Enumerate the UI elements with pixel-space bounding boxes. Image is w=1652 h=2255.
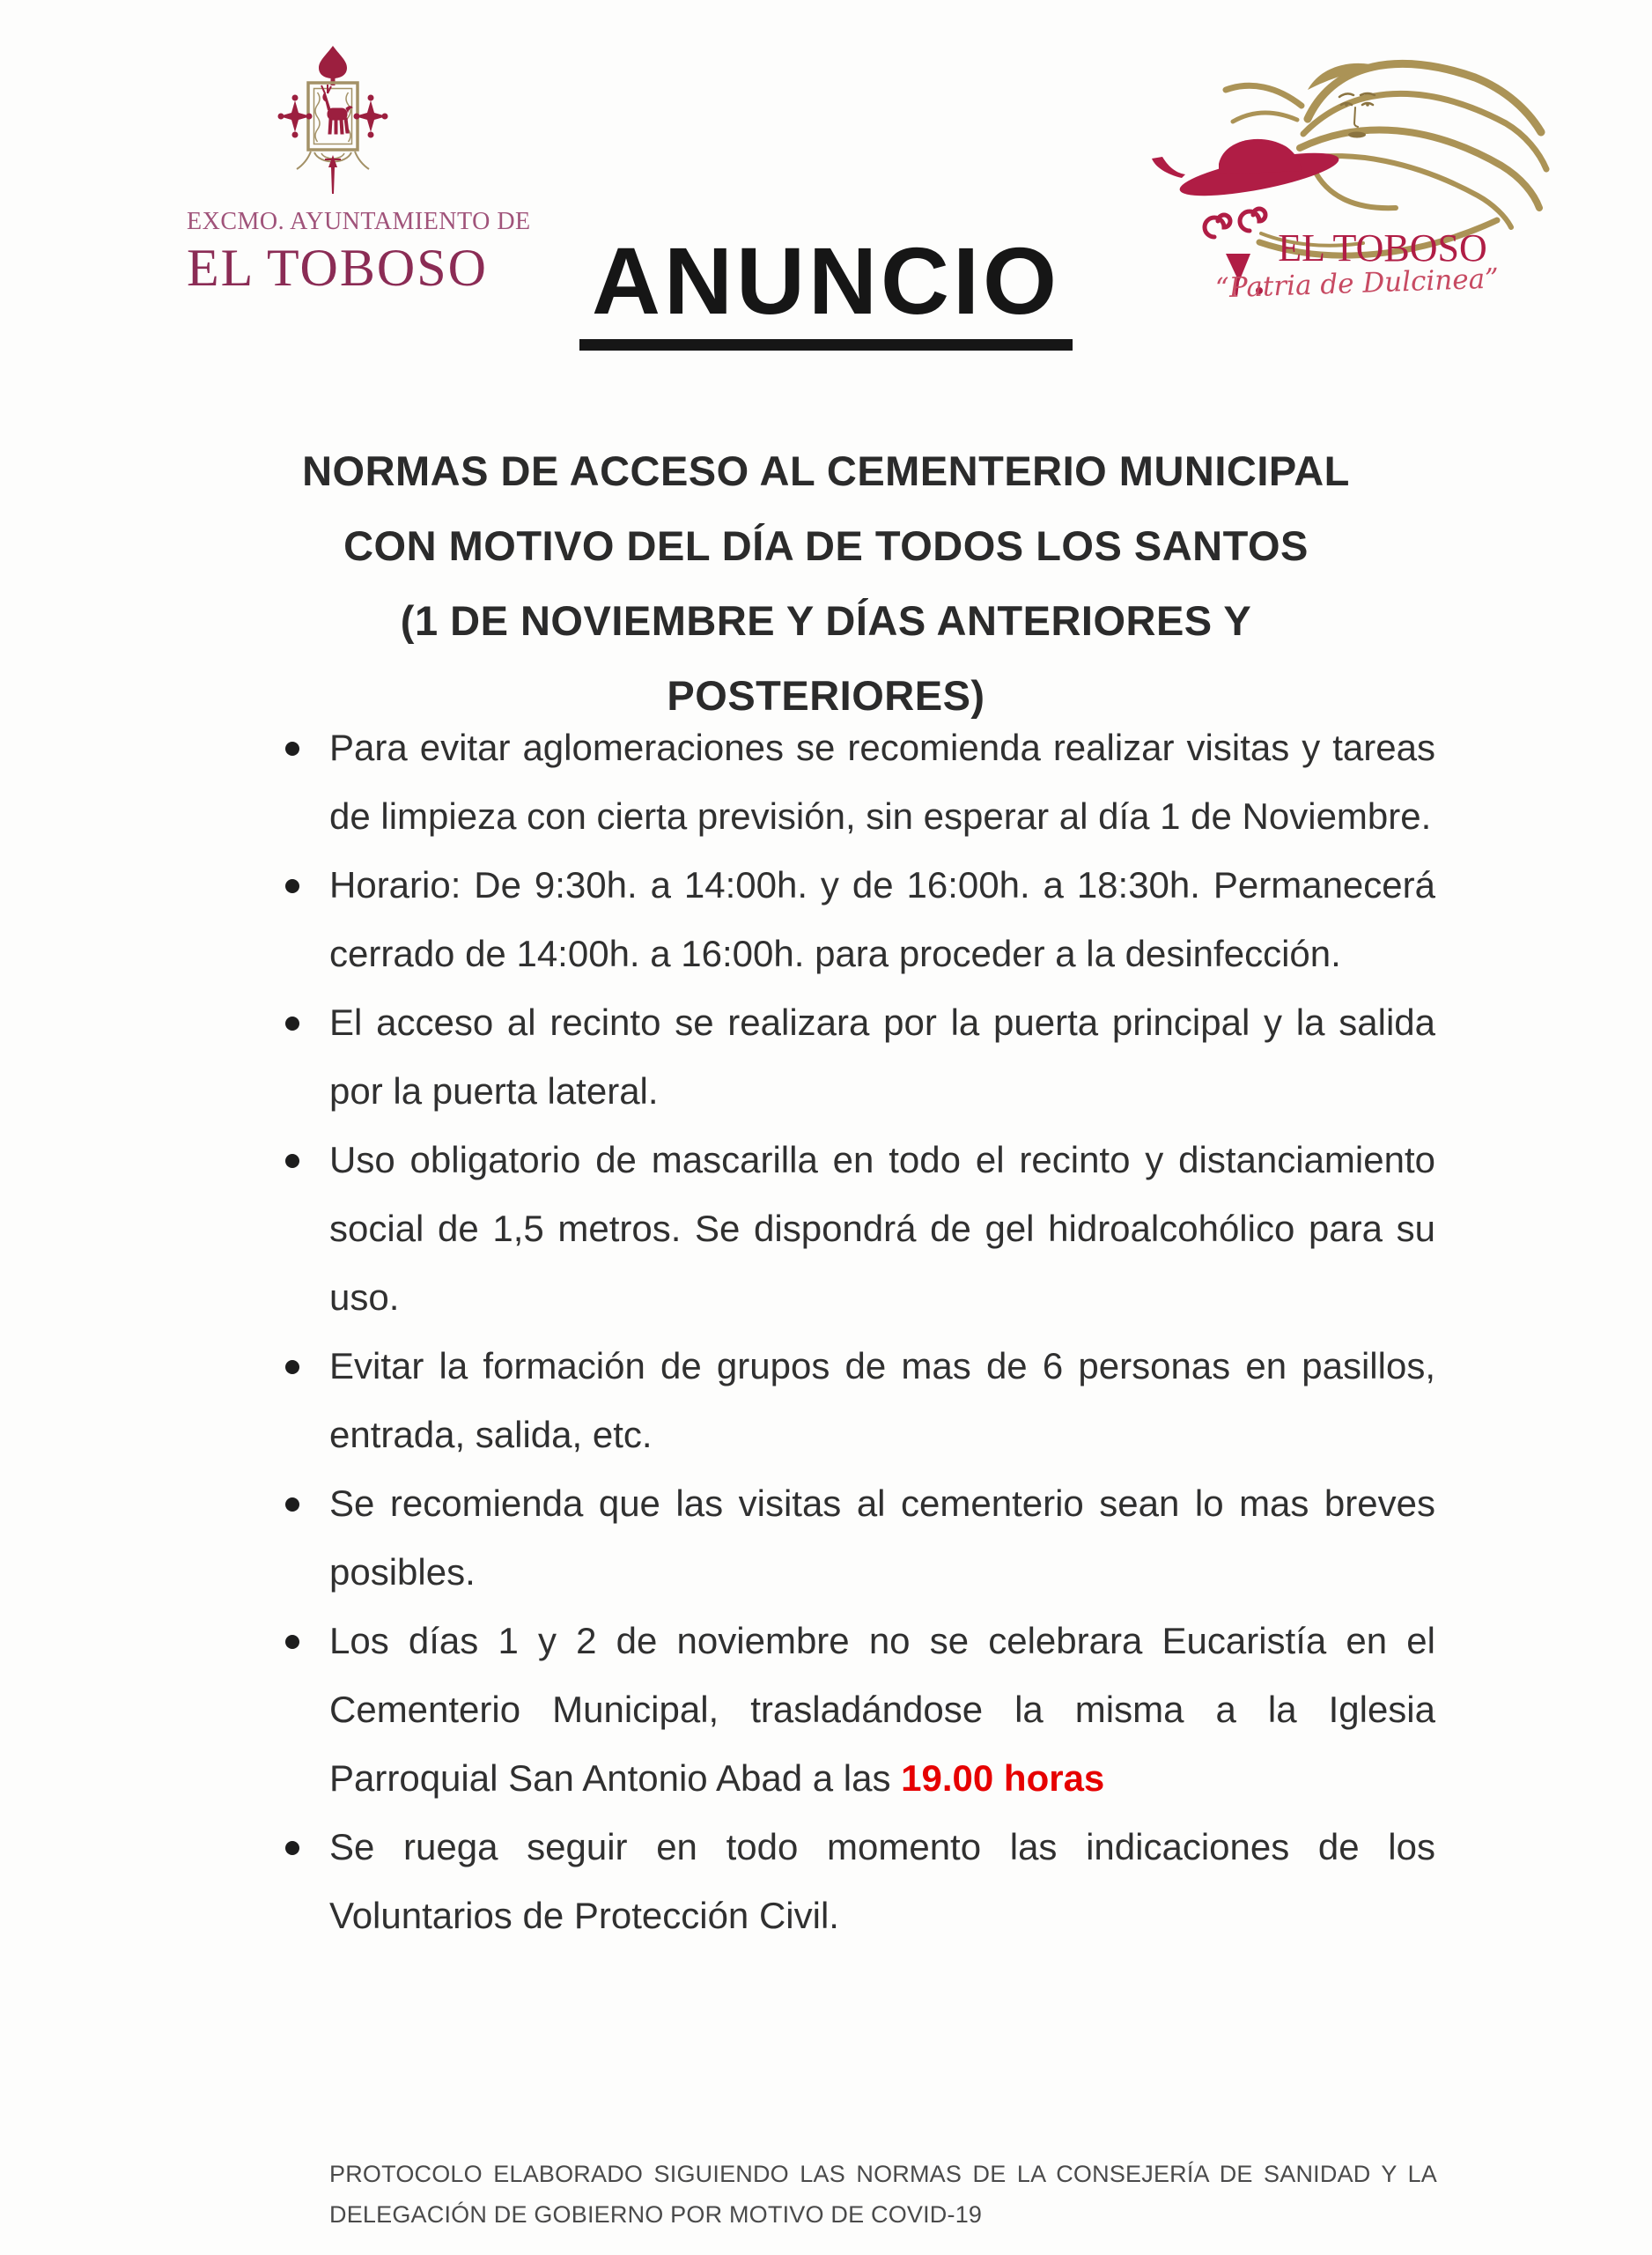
rule-item	[282, 1469, 1435, 1607]
dulcinea-logo	[1127, 35, 1603, 308]
bullet-highlight: 19.00 horas	[901, 1757, 1105, 1799]
ayuntamiento-name-large: EL TOBOSO	[187, 239, 488, 297]
hat-icon	[1152, 139, 1342, 204]
dulcinea-logo-tagline: “Patria de Dulcinea”	[1214, 262, 1500, 305]
rule-item	[282, 1126, 1435, 1332]
bullet-text: Se recomienda que las visitas al cementerio sean lo mas breves posibles.	[329, 1482, 1435, 1593]
subtitle-line-3: (1 DE NOVIEMBRE Y DÍAS ANTERIORES Y POSTERIORES)	[400, 597, 1252, 719]
ayuntamiento-name-small: EXCMO. AYUNTAMIENTO DE	[187, 208, 531, 235]
rule-item	[282, 851, 1435, 988]
dulcinea-logo-name: EL TOBOSO	[1278, 226, 1487, 270]
ayuntamiento-crest-icon	[276, 44, 390, 196]
subtitle-line-1: NORMAS DE ACCESO AL CEMENTERIO MUNICIPAL	[302, 447, 1350, 494]
page-title-text: ANUNCIO	[579, 231, 1073, 351]
rule-item	[282, 1813, 1435, 1950]
bullet-text: Los días 1 y 2 de noviembre no se celebrara Eucaristía en el Cementerio Municipal, trasladándose la misma a la Iglesia Parroquial San Antonio Abad a las	[329, 1620, 1435, 1799]
bullet-text: El acceso al recinto se realizara por la puerta principal y la salida por la puerta lateral.	[329, 1002, 1435, 1112]
rule-item	[282, 1607, 1435, 1813]
rule-item	[282, 1332, 1435, 1469]
deer-icon	[321, 85, 352, 134]
bullet-text: Uso obligatorio de mascarilla en todo el recinto y distanciamiento social de 1,5 metros. Se dispondrá de gel hidroalcohólico para su uso.	[329, 1139, 1435, 1318]
rules-list	[282, 713, 1435, 1950]
rule-item	[282, 713, 1435, 851]
bullet-text: Para evitar aglomeraciones se recomienda realizar visitas y tareas de limpieza con cierta previsión, sin esperar al día 1 de Noviembre.	[329, 727, 1435, 837]
bullet-text: Horario: De 9:30h. a 14:00h. y de 16:00h. a 18:30h. Permanecerá cerrado de 14:00h. a 16:00h. para proceder a la desinfección.	[329, 864, 1435, 974]
subtitle	[249, 433, 1403, 733]
subtitle-line-2: CON MOTIVO DEL DÍA DE TODOS LOS SANTOS	[343, 522, 1309, 569]
rule-item	[282, 988, 1435, 1126]
footer-note: PROTOCOLO ELABORADO SIGUIENDO LAS NORMAS DE LA CONSEJERÍA DE SANIDAD Y LA DELEGACIÓN DE GOBIERNO POR MOTIVO DE COVID-19	[329, 2161, 1437, 2228]
bullet-text: Se ruega seguir en todo momento las indicaciones de los Voluntarios de Protección Civil.	[329, 1826, 1435, 1936]
bullet-text: Evitar la formación de grupos de mas de 6 personas en pasillos, entrada, salida, etc.	[329, 1345, 1435, 1455]
